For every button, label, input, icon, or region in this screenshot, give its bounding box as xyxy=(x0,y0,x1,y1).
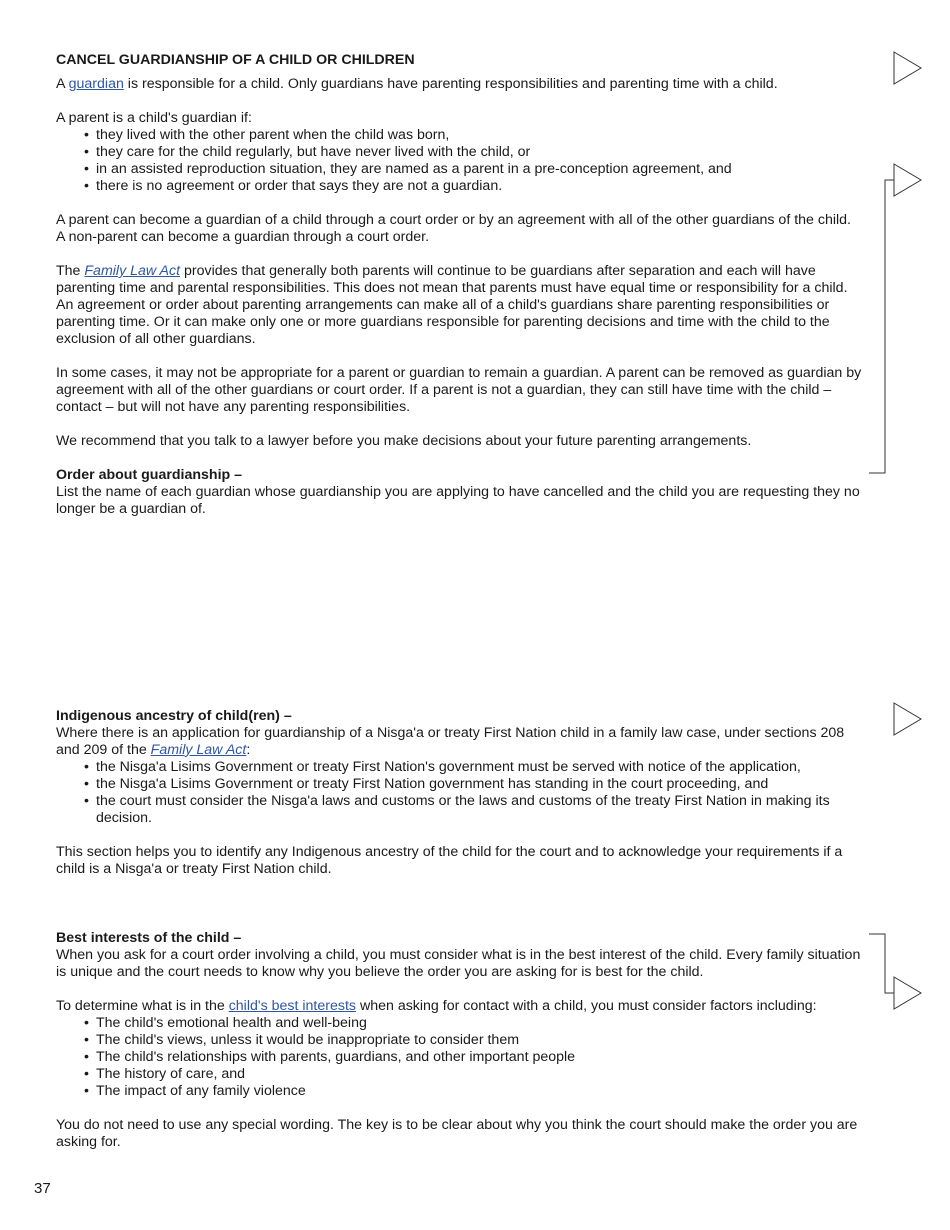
best-interests-link[interactable]: child's best interests xyxy=(228,998,357,1014)
list-item: • the Nisga'a Lisims Government or treaty First Nation government has standing in the court proceeding, and xyxy=(96,776,862,793)
best-interests-intro: When you ask for a court order involving a child, you must consider what is in the best interest of the child. Every family situation is unique and the court needs to know why you believe the order you are asking for is best for the child. xyxy=(56,947,861,980)
text-fragment: A xyxy=(56,76,69,92)
order-instructions: List the name of each guardian whose guardianship you are applying to have cancelled and the child you are requesting they no longer be a guardian of. xyxy=(56,484,860,517)
list-item: • in an assisted reproduction situation, they are named as a parent in a pre-conception agreement, and xyxy=(96,161,862,178)
indigenous-purpose: This section helps you to identify any Indigenous ancestry of the child for the court and to acknowledge your requirements if a child is a Nisga'a or treaty First Nation child. xyxy=(56,844,843,877)
removal-paragraph: In some cases, it may not be appropriate for a parent or guardian to remain a guardian. A parent can be removed as guardian by agreement with all of the other guardians or court order. If a parent is not a guardian, they can still have time with the child – contact – but will not have any parenting responsibilities. xyxy=(56,365,862,415)
text-fragment: provides that generally both parents will continue to be guardians after separation and each will have parenting time and parental responsibilities. This does not mean that parents must have equal time or responsibility for a child. An agreement or order about parenting arrangements can make all of a child's guardians share parenting responsibilities or parenting time. Or it can make only one or more guardians responsible for parenting decisions and time with the child to the exclusion of all other guardians. xyxy=(56,263,848,347)
bracket-connector xyxy=(869,934,894,993)
text-fragment: Where there is an application for guardianship of a Nisga'a or treaty First Nation child in a family law case, under sections 208 and 209 of the xyxy=(56,725,845,758)
family-law-act-link[interactable]: Family Law Act xyxy=(150,742,247,758)
page-number: 37 xyxy=(34,1180,51,1197)
family-law-act-link[interactable]: Family Law Act xyxy=(84,263,181,279)
text-fragment: To determine what is in the xyxy=(56,998,229,1014)
arrow-right-icon[interactable] xyxy=(894,164,921,196)
lawyer-recommendation: We recommend that you talk to a lawyer before you make decisions about your future parenting arrangements. xyxy=(56,433,752,449)
arrow-right-icon[interactable] xyxy=(894,52,921,84)
list-item: • The child's emotional health and well-being xyxy=(96,1015,862,1032)
list-item: • they lived with the other parent when the child was born, xyxy=(96,127,862,144)
text-fragment: when asking for contact with a child, you must consider factors including: xyxy=(356,998,817,1014)
text-fragment: The xyxy=(56,263,85,279)
arrow-right-icon[interactable] xyxy=(894,703,921,735)
list-item: • they care for the child regularly, but have never lived with the child, or xyxy=(96,144,862,161)
list-item: • the Nisga'a Lisims Government or treaty First Nation's government must be served with notice of the application, xyxy=(96,759,862,776)
guardian-link[interactable]: guardian xyxy=(68,76,124,92)
best-interests-heading: Best interests of the child – xyxy=(56,930,242,946)
order-heading: Order about guardianship – xyxy=(56,467,243,483)
arrow-right-icon[interactable] xyxy=(894,977,921,1009)
wording-note: You do not need to use any special wording. The key is to be clear about why you think the court should make the order you are asking for. xyxy=(56,1117,858,1150)
list-item: • there is no agreement or order that says they are not a guardian. xyxy=(96,178,862,195)
bracket-connector xyxy=(869,180,894,473)
list-item: • The child's relationships with parents, guardians, and other important people xyxy=(96,1049,862,1066)
list-item: • The history of care, and xyxy=(96,1066,862,1083)
text-fragment: : xyxy=(246,742,251,758)
parent-guardian-intro: A parent is a child's guardian if: xyxy=(56,110,252,126)
list-item: • the court must consider the Nisga'a laws and customs or the laws and customs of the treaty First Nation in making its decision. xyxy=(96,793,862,827)
list-item: • The child's views, unless it would be inappropriate to consider them xyxy=(96,1032,862,1049)
page-title: CANCEL GUARDIANSHIP OF A CHILD OR CHILDREN xyxy=(56,52,415,68)
indigenous-heading: Indigenous ancestry of child(ren) – xyxy=(56,708,292,724)
become-guardian-paragraph: A parent can become a guardian of a child through a court order or by an agreement with all of the other guardians of the child. A non-parent can become a guardian through a court order. xyxy=(56,212,851,245)
text-fragment: is responsible for a child. Only guardians have parenting responsibilities and parenting time with a child. xyxy=(123,76,778,92)
list-item: • The impact of any family violence xyxy=(96,1083,862,1100)
